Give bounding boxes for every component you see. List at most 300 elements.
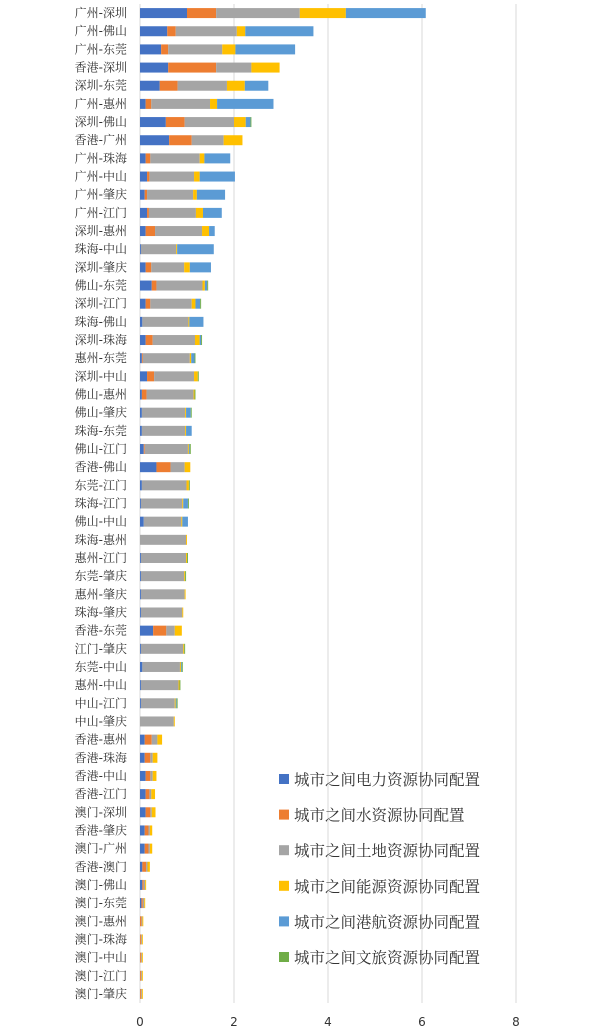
- bar-segment: [140, 262, 146, 272]
- bar-segment: [146, 807, 151, 817]
- bar-segment: [181, 517, 182, 527]
- bar-segment: [154, 371, 194, 381]
- bar-segment: [147, 371, 154, 381]
- bar-segment: [140, 644, 141, 654]
- bar-segment: [150, 299, 191, 309]
- category-label: 澳门-珠海: [74, 932, 127, 947]
- bar-segment: [149, 172, 194, 182]
- category-label: 中山-江门: [74, 696, 127, 711]
- bar-segment: [202, 226, 209, 236]
- bar-segment: [140, 626, 153, 636]
- category-label: 澳门-东莞: [74, 896, 127, 911]
- bar-segment: [140, 971, 141, 981]
- bar-segment: [185, 408, 186, 418]
- bar-segment: [140, 99, 146, 109]
- bar-segment: [185, 571, 186, 581]
- bar-segment: [149, 208, 196, 218]
- bar-segment: [152, 735, 158, 745]
- bar-segment: [200, 335, 201, 345]
- category-label: 佛山-惠州: [74, 387, 127, 402]
- bar-segment: [198, 371, 199, 381]
- bar-segment: [146, 862, 147, 872]
- bar-segment: [195, 390, 196, 400]
- bar-segment: [142, 953, 143, 963]
- bar-segment: [150, 753, 152, 763]
- bar-segment: [190, 444, 191, 454]
- category-label: 澳门-佛山: [74, 877, 127, 892]
- bar-segment: [142, 862, 146, 872]
- bar-segment: [205, 281, 207, 291]
- bar-segment: [192, 135, 224, 145]
- category-label: 澳门-江门: [74, 968, 127, 983]
- category-label: 香港-中山: [74, 768, 127, 783]
- legend-item: [279, 878, 480, 896]
- bar-segment: [196, 208, 203, 218]
- category-label: 深圳-江门: [74, 296, 127, 311]
- legend-item: [279, 913, 480, 931]
- bar-segment: [168, 44, 222, 54]
- bar-segment: [140, 680, 141, 690]
- bar-segment: [245, 26, 313, 36]
- bar-segment: [144, 880, 145, 890]
- bar-segment: [141, 244, 176, 254]
- bar-segment: [169, 135, 192, 145]
- category-label: 广州-珠海: [74, 151, 127, 166]
- category-label: 广州-江门: [74, 205, 127, 220]
- bar-segment: [144, 444, 145, 454]
- bar-segment: [171, 462, 185, 472]
- bar-segment: [182, 499, 183, 509]
- bar-segment: [140, 753, 145, 763]
- bar-segment: [181, 662, 182, 672]
- bar-segment: [197, 190, 225, 200]
- bar-segment: [194, 172, 200, 182]
- bar-segment: [152, 281, 157, 291]
- bar-segment: [194, 371, 198, 381]
- bar-segment: [142, 408, 185, 418]
- bar-segment: [191, 408, 192, 418]
- category-label: 澳门-广州: [74, 841, 127, 856]
- bar-segment: [142, 916, 143, 926]
- legend-item: [279, 807, 465, 825]
- bar-segment: [193, 190, 197, 200]
- bar-segment: [246, 117, 251, 127]
- bar-segment: [148, 844, 149, 854]
- category-label: 珠海-中山: [74, 242, 127, 257]
- bar-segment: [156, 462, 170, 472]
- bar-segment: [144, 898, 145, 908]
- bar-segment: [200, 153, 205, 163]
- bar-segment: [140, 408, 142, 418]
- bar-segment: [185, 462, 191, 472]
- category-label: 佛山-中山: [74, 514, 127, 529]
- bar-segment: [184, 571, 185, 581]
- bar-segment: [203, 281, 205, 291]
- bar-segment: [180, 662, 181, 672]
- bar-segment: [141, 607, 182, 617]
- category-label: 惠州-肇庆: [74, 587, 127, 602]
- bar-segment: [146, 99, 152, 109]
- bar-segment: [142, 989, 143, 999]
- category-label: 广州-深圳: [74, 6, 127, 21]
- bar-segment: [250, 117, 251, 127]
- bar-segment: [188, 499, 189, 509]
- tick-label: 6: [418, 1015, 426, 1029]
- bar-segment: [140, 862, 142, 872]
- bar-segment: [140, 335, 146, 345]
- bar-segment: [145, 753, 151, 763]
- bar-segment: [140, 880, 142, 890]
- category-label: 香港-东莞: [74, 623, 127, 638]
- bar-segment: [235, 44, 295, 54]
- bar-segment: [156, 281, 202, 291]
- bar-segment: [147, 208, 149, 218]
- bar-segment: [184, 262, 190, 272]
- legend: [279, 771, 480, 967]
- bar-segment: [140, 426, 142, 436]
- bar-segment: [245, 81, 269, 91]
- bar-segment: [153, 771, 157, 781]
- category-label: 东莞-中山: [74, 659, 127, 674]
- bar-segment: [177, 244, 214, 254]
- bar-segment: [141, 916, 142, 926]
- category-label: 香港-江门: [74, 787, 127, 802]
- bar-segment: [140, 735, 145, 745]
- bar-segment: [141, 499, 182, 509]
- bar-segment: [192, 299, 196, 309]
- category-label: 香港-肇庆: [74, 823, 127, 838]
- bar-segment: [153, 626, 166, 636]
- bar-segment: [160, 81, 178, 91]
- bar-segment: [148, 862, 150, 872]
- bar-segment: [146, 771, 151, 781]
- bar-segment: [140, 63, 168, 73]
- category-label: 澳门-惠州: [74, 914, 127, 929]
- category-label: 深圳-肇庆: [74, 260, 127, 275]
- bar-segment: [142, 934, 143, 944]
- category-label: 惠州-东莞: [74, 351, 127, 366]
- bar-segment: [157, 735, 162, 745]
- category-label: 深圳-惠州: [74, 224, 127, 239]
- bar-segment: [141, 644, 183, 654]
- bar-segment: [141, 934, 142, 944]
- bar-segment: [217, 99, 273, 109]
- bar-segment: [141, 698, 175, 708]
- bar-segment: [209, 226, 215, 236]
- category-label: 佛山-江门: [74, 442, 127, 457]
- bar-segment: [186, 426, 192, 436]
- bar-segment: [201, 335, 202, 345]
- bar-segment: [140, 44, 161, 54]
- category-label: 深圳-东莞: [74, 78, 127, 93]
- bar-segment: [200, 299, 201, 309]
- bar-segment: [147, 172, 149, 182]
- bar-segment: [183, 499, 188, 509]
- bar-segment: [182, 607, 183, 617]
- bar-segment: [187, 553, 188, 563]
- bar-segment: [150, 807, 151, 817]
- bar-segment: [186, 408, 191, 418]
- legend-swatch: [279, 881, 289, 891]
- bar-segment: [185, 589, 186, 599]
- category-label: 东莞-肇庆: [74, 569, 127, 584]
- bar-segment: [203, 208, 222, 218]
- bar-segment: [140, 771, 146, 781]
- bar-segment: [141, 680, 179, 690]
- tick-label: 0: [136, 1015, 144, 1029]
- bar-segment: [151, 789, 155, 799]
- bar-segment: [204, 153, 230, 163]
- bar-segment: [140, 353, 142, 363]
- bar-segment: [179, 680, 180, 690]
- bar-segment: [140, 390, 142, 400]
- category-label: 澳门-中山: [74, 950, 127, 965]
- bar-segment: [175, 626, 182, 636]
- category-label: 深圳-中山: [74, 369, 127, 384]
- category-label: 广州-东莞: [74, 42, 127, 57]
- bar-segment: [177, 698, 178, 708]
- bar-segment: [145, 190, 147, 200]
- bar-segment: [140, 299, 146, 309]
- bar-segment: [200, 172, 235, 182]
- bar-segment: [166, 117, 185, 127]
- bar-segment: [140, 535, 186, 545]
- category-label: 香港-佛山: [74, 460, 127, 475]
- bar-segment: [142, 880, 143, 890]
- category-label: 广州-佛山: [74, 24, 127, 39]
- bar-segment: [140, 844, 145, 854]
- bar-segment: [140, 281, 152, 291]
- bar-segment: [195, 299, 200, 309]
- bar-segment: [186, 535, 187, 545]
- bar-segment: [140, 517, 144, 527]
- category-label: 惠州-江门: [74, 550, 127, 565]
- bar-segment: [140, 953, 141, 963]
- bar-segment: [174, 716, 175, 726]
- category-label: 香港-深圳: [74, 60, 127, 75]
- bar-segment: [195, 353, 196, 363]
- bar-segment: [150, 771, 152, 781]
- category-label: 深圳-佛山: [74, 115, 127, 130]
- bar-segment: [153, 753, 158, 763]
- category-label: 中山-肇庆: [74, 714, 127, 729]
- bar-segment: [188, 317, 189, 327]
- bar-segment: [175, 698, 176, 708]
- bar-segment: [185, 426, 186, 436]
- bar-segment: [189, 317, 203, 327]
- bar-segment: [190, 353, 191, 363]
- bar-segment: [142, 426, 185, 436]
- legend-label: 城市之间能源资源协同配置: [294, 877, 481, 896]
- bar-segment: [143, 353, 190, 363]
- bar-segment: [184, 644, 185, 654]
- bar-segment: [140, 607, 141, 617]
- category-label: 深圳-珠海: [74, 333, 127, 348]
- bar-segment: [140, 226, 146, 236]
- bar-segment: [146, 299, 151, 309]
- bar-segment: [146, 153, 151, 163]
- bar-segment: [227, 81, 245, 91]
- bar-segment: [140, 153, 146, 163]
- bar-segment: [140, 898, 141, 908]
- bar-segment: [189, 444, 190, 454]
- category-label: 佛山-肇庆: [74, 405, 127, 420]
- bar-segment: [194, 390, 195, 400]
- category-label: 珠海-肇庆: [74, 605, 127, 620]
- bar-segment: [152, 807, 156, 817]
- bar-segment: [140, 117, 166, 127]
- bar-segment: [150, 825, 152, 835]
- category-label: 珠海-东莞: [74, 423, 127, 438]
- legend-swatch: [279, 916, 289, 926]
- legend-label: 城市之间电力资源协同配置: [294, 771, 481, 789]
- bar-segment: [140, 317, 142, 327]
- bar-segment: [147, 190, 193, 200]
- bar-segment: [346, 8, 426, 18]
- legend-label: 城市之间文旅资源协同配置: [294, 949, 481, 967]
- bar-segment: [191, 353, 194, 363]
- bar-segment: [141, 898, 142, 908]
- category-label: 香港-珠海: [74, 750, 127, 765]
- legend-swatch: [279, 774, 289, 784]
- legend-label: 城市之间港航资源协同配置: [294, 913, 481, 932]
- bar-segment: [300, 8, 346, 18]
- bar-segment: [234, 117, 246, 127]
- bar-segment: [140, 8, 187, 18]
- bar-segment: [151, 262, 184, 272]
- tick-label: 2: [230, 1015, 238, 1029]
- category-label: 东莞-江门: [74, 478, 127, 493]
- bar-segment: [145, 444, 188, 454]
- bar-segment: [142, 662, 180, 672]
- legend-swatch: [279, 845, 289, 855]
- bar-segment: [140, 371, 147, 381]
- category-axis-labels: [75, 5, 127, 1001]
- bar-segment: [140, 698, 141, 708]
- bar-segment: [150, 153, 199, 163]
- bar-segment: [141, 571, 184, 581]
- bar-segment: [141, 589, 185, 599]
- legend-label: 城市之间土地资源协同配置: [294, 842, 481, 861]
- bar-segment: [224, 135, 243, 145]
- bar-segment: [140, 81, 160, 91]
- category-label: 广州-中山: [74, 169, 127, 184]
- bar-segment: [140, 480, 142, 490]
- category-label: 澳门-深圳: [74, 805, 127, 820]
- bar-segment: [140, 499, 141, 509]
- bar-segment: [182, 662, 183, 672]
- bar-segment: [178, 81, 227, 91]
- legend-item: [279, 841, 480, 860]
- category-label: 佛山-东莞: [74, 278, 127, 293]
- bar-segment: [140, 989, 141, 999]
- bar-segment: [185, 117, 234, 127]
- bar-segment: [140, 916, 141, 926]
- bar-segment: [145, 880, 146, 890]
- bar-segment: [176, 26, 237, 36]
- bar-segment: [207, 281, 208, 291]
- legend-swatch: [279, 810, 289, 820]
- bar-segment: [179, 680, 180, 690]
- bar-segment: [237, 26, 245, 36]
- tick-label: 4: [324, 1015, 332, 1029]
- bar-segment: [140, 172, 147, 182]
- bar-segment: [146, 226, 155, 236]
- bar-segment: [188, 444, 189, 454]
- bar-segment: [140, 807, 146, 817]
- bar-segment: [140, 444, 144, 454]
- bar-segment: [210, 99, 217, 109]
- bar-segment: [141, 553, 186, 563]
- bar-segment: [142, 480, 187, 490]
- bar-segment: [146, 262, 152, 272]
- bar-segment: [176, 244, 177, 254]
- bar-segment: [146, 789, 150, 799]
- category-label: 广州-肇庆: [74, 187, 127, 202]
- bar-segment: [140, 208, 147, 218]
- bar-segment: [144, 517, 182, 527]
- legend-item: [279, 771, 480, 789]
- bar-segment: [140, 571, 141, 581]
- category-label: 香港-澳门: [74, 859, 127, 874]
- bar-segment: [187, 8, 216, 18]
- bar-segment: [155, 226, 202, 236]
- bar-segment: [142, 317, 188, 327]
- bar-segment: [140, 553, 141, 563]
- category-label: 香港-广州: [74, 133, 127, 148]
- bar-segment: [187, 480, 189, 490]
- bar-segment: [195, 335, 200, 345]
- bar-segment: [143, 898, 144, 908]
- bar-segment: [149, 789, 151, 799]
- category-label: 广州-惠州: [74, 96, 127, 111]
- bar-segment: [145, 844, 149, 854]
- bar-segment: [186, 553, 187, 563]
- bar-segment: [142, 390, 147, 400]
- bar-segment: [147, 390, 194, 400]
- bar-segment: [140, 589, 141, 599]
- bar-segment: [140, 190, 145, 200]
- category-label: 江门-肇庆: [74, 641, 127, 656]
- bar-segment: [140, 462, 156, 472]
- legend-swatch: [279, 952, 289, 962]
- bar-segment: [153, 335, 195, 345]
- bar-segment: [140, 662, 142, 672]
- bar-segment: [140, 825, 145, 835]
- bar-segment: [140, 135, 169, 145]
- bar-segment: [168, 63, 216, 73]
- category-label: 澳门-肇庆: [74, 986, 127, 1001]
- bar-segment: [140, 934, 141, 944]
- bar-segment: [167, 26, 175, 36]
- bar-segment: [190, 262, 211, 272]
- bar-segment: [140, 789, 146, 799]
- bar-segment: [148, 825, 149, 835]
- bar-segment: [182, 517, 188, 527]
- bar-segment: [141, 989, 142, 999]
- bar-segment: [145, 735, 152, 745]
- category-label: 惠州-中山: [74, 678, 127, 693]
- value-axis-tick-labels: [136, 1015, 520, 1029]
- bar-segment: [161, 44, 168, 54]
- tick-label: 8: [512, 1015, 520, 1029]
- bar-segment: [216, 8, 300, 18]
- bar-segment: [141, 971, 142, 981]
- bar-segment: [189, 480, 190, 490]
- bar-segment: [146, 335, 153, 345]
- category-label: 香港-惠州: [74, 732, 127, 747]
- bar-segment: [145, 825, 149, 835]
